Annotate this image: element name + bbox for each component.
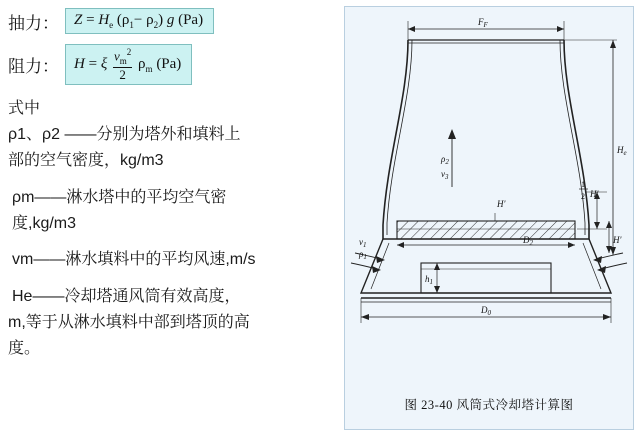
draft-paren-open: (ρ: [116, 12, 130, 28]
rhom-definition: ρm——淋水塔中的平均空气密: [12, 188, 227, 206]
h1-arrow-bottom-icon: [434, 286, 440, 293]
d0-arrow-right-icon: [603, 314, 611, 320]
velocity-fraction: [113, 48, 132, 81]
label-D2: $D_2$: [523, 235, 533, 247]
fill-pack-band: [397, 221, 575, 239]
resistance-unit: (Pa): [156, 56, 182, 73]
draft-g: g: [166, 12, 175, 28]
label-h1: $h_1$: [425, 274, 433, 286]
label-rho2: $\rho_2$: [441, 154, 449, 166]
label-F-F: $F_F$: [478, 17, 488, 29]
inlet-air-arrow-right-2-head-icon: [597, 266, 606, 273]
figure-panel: [344, 6, 634, 430]
tower-shell-inner-right: [560, 40, 585, 235]
half-h-arrow-bottom-icon: [594, 222, 600, 229]
label-half-numerator: 1: [581, 180, 585, 189]
resistance-formula: [65, 44, 192, 85]
resistance-xi: ξ: [100, 56, 108, 73]
tower-shell-outline: [383, 40, 589, 239]
label-half-H-prime: H': [590, 189, 599, 199]
fraction-v: v: [114, 48, 120, 64]
label-v1: $v_1$: [359, 237, 367, 249]
draft-h: H: [98, 12, 110, 28]
draft-formula: [65, 8, 214, 34]
draft-paren-close: ): [158, 12, 164, 28]
draft-formula-row: [8, 8, 334, 34]
label-H-prime-right: H': [613, 235, 622, 245]
rho12-definition: ρ1、ρ2 ——分别为塔外和填料上: [8, 126, 241, 144]
fraction-numerator: [113, 48, 132, 67]
top-dim-arrow-right-icon: [557, 26, 564, 32]
d0-arrow-left-icon: [361, 314, 369, 320]
resistance-rho: ρ: [138, 56, 146, 73]
draft-rho2-sub: 2: [153, 20, 159, 30]
draft-unit: (Pa): [178, 12, 204, 28]
figure-caption: 图 23-40 风筒式冷却塔计算图: [404, 398, 574, 412]
label-He: $H_e$: [617, 145, 627, 157]
inlet-air-arrow-right-head-icon: [593, 256, 602, 263]
h1-arrow-top-icon: [434, 263, 440, 270]
resistance-eq: =: [88, 56, 98, 73]
draft-eq: =: [86, 12, 95, 28]
resistance-label: 阻力：: [8, 57, 59, 77]
vm-definition: vm——淋水填料中的平均风速,m/s: [12, 251, 256, 269]
tower-base-inner-left: [371, 243, 389, 289]
air-flow-arrow-head-icon: [448, 129, 456, 139]
label-v3: $v_3$: [441, 169, 449, 181]
d2-arrow-right-icon: [568, 242, 575, 248]
rhom-definition-cont: 度,kg/m3: [12, 214, 77, 232]
label-half-denominator: 2: [581, 192, 585, 201]
tower-base-outline: [361, 239, 611, 293]
he-definition-cont2: m,等于从淋水填料中部到塔顶的高: [8, 313, 250, 331]
draft-minus: − ρ: [133, 12, 154, 28]
fraction-v-sub: m: [119, 56, 127, 67]
cooling-tower-diagram: [345, 7, 633, 407]
label-rho1: $\rho_1$: [359, 249, 367, 261]
rho12-definition-cont: 部的空气密度，kg/m3: [8, 151, 164, 169]
resistance-rho-sub: m: [145, 64, 153, 75]
he-definition-cont3: 度。: [8, 339, 41, 357]
hprime-right-arrow-top-icon: [606, 221, 612, 228]
draft-lhs: Z: [74, 12, 83, 28]
fraction-denominator: 2: [119, 66, 126, 82]
draft-label: 抽力：: [8, 13, 59, 33]
tower-shell-inner-left: [387, 40, 412, 235]
draft-h-sub: e: [109, 20, 114, 30]
top-dim-arrow-left-icon: [408, 26, 415, 32]
height-dim-arrow-top-icon: [610, 40, 616, 48]
draft-rho1-sub: 1: [129, 20, 134, 30]
label-D0: $D_0$: [481, 305, 491, 317]
resistance-formula-row: [8, 44, 334, 85]
tower-base-inner-right: [583, 243, 601, 289]
fraction-v-sup: 2: [126, 47, 132, 58]
label-H-prime: H': [497, 199, 506, 209]
where-label: 式中: [8, 100, 41, 118]
resistance-lhs: H: [74, 56, 85, 73]
d2-arrow-left-icon: [397, 242, 404, 248]
he-definition: He——冷却塔通风筒有效高度，: [12, 288, 241, 306]
water-basin-box: [421, 263, 551, 293]
